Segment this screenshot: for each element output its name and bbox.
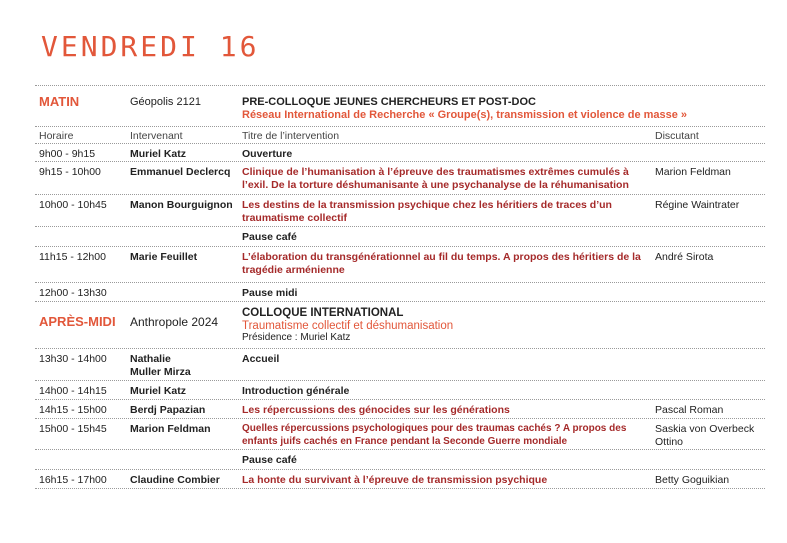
session-subheading: Réseau International de Recherche « Groupe(s), transmission et violence de masse »: [242, 108, 688, 121]
table-row: [35, 348, 765, 380]
row-discussant: Saskia von Overbeck Ottino: [655, 423, 755, 448]
row-time: [35, 231, 130, 246]
row-title: Accueil: [242, 353, 280, 365]
table-row: [35, 449, 765, 469]
row-speaker: Claudine Combier: [130, 474, 220, 486]
row-speaker: Nathalie Muller Mirza: [130, 353, 191, 378]
row-speaker: [130, 454, 242, 469]
table-row: [35, 226, 765, 246]
row-title: Pause café: [242, 231, 297, 243]
row-discussant: [655, 454, 765, 469]
row-title: Pause midi: [242, 287, 298, 299]
column-time: Horaire: [39, 130, 74, 142]
row-speaker: Marion Feldman: [130, 423, 211, 435]
row-title: Les destins de la transmission psychique chez les héritiers de traces d’un traumatisme collectif: [242, 199, 612, 224]
row-time: 10h00 - 10h45: [39, 199, 107, 211]
table-row: [35, 246, 765, 282]
row-title: L’élaboration du transgénérationnel au fil du temps. A propos des héritiers de la tragédie arménienne: [242, 251, 641, 276]
row-discussant: [655, 231, 765, 246]
row-title: Clinique de l’humanisation à l’épreuve des traumatismes extrêmes cumulés à l’exil. De la torture déshumanisante à une psychanalyse de la réhumanisation: [242, 166, 629, 191]
day-title: VENDREDI 16: [41, 30, 260, 63]
row-time: 13h30 - 14h00: [39, 353, 107, 365]
column-speaker: Intervenant: [130, 130, 183, 142]
table-row: [35, 418, 765, 449]
row-time: 9h00 - 9h15: [39, 148, 96, 160]
table-row: [35, 282, 765, 301]
row-title: Les répercussions des génocides sur les générations: [242, 404, 510, 416]
row-speaker: [130, 287, 242, 301]
row-title: La honte du survivant à l’épreuve de transmission psychique: [242, 474, 548, 486]
row-discussant: Betty Goguikian: [655, 474, 730, 486]
row-time: 11h15 - 12h00: [39, 251, 106, 263]
column-header-row: [35, 126, 765, 143]
row-discussant: Régine Waintrater: [655, 199, 740, 211]
session-label: MATIN: [39, 94, 80, 109]
row-discussant: [655, 148, 765, 161]
row-title: Introduction générale: [242, 385, 350, 397]
table-row: [35, 194, 765, 226]
table-row: [35, 161, 765, 194]
column-title: Titre de l’intervention: [242, 130, 340, 142]
row-time: [35, 454, 130, 469]
row-discussant: [655, 287, 765, 301]
session-header-morning: [35, 85, 765, 126]
row-discussant: André Sirota: [655, 251, 714, 263]
program-table: [35, 85, 765, 489]
session-presidency: Présidence : Muriel Katz: [242, 332, 351, 343]
session-subheading: Traumatisme collectif et déshumanisation: [242, 319, 454, 332]
table-row: [35, 399, 765, 418]
session-heading: COLLOQUE INTERNATIONAL: [242, 307, 404, 319]
row-speaker: Manon Bourguignon: [130, 199, 233, 211]
row-discussant: Pascal Roman: [655, 404, 724, 416]
row-time: 14h00 - 14h15: [39, 385, 107, 397]
row-time: 15h00 - 15h45: [39, 423, 107, 435]
session-label: APRÈS-MIDI: [39, 314, 116, 329]
row-time: 16h15 - 17h00: [39, 474, 107, 486]
row-time: 12h00 - 13h30: [39, 287, 107, 299]
session-room: Géopolis 2121: [130, 96, 201, 108]
session-heading: PRE-COLLOQUE JEUNES CHERCHEURS ET POST-DOC: [242, 96, 536, 108]
row-discussant: [655, 385, 765, 399]
row-time: 14h15 - 15h00: [39, 404, 107, 416]
session-room: Anthropole 2024: [130, 315, 219, 329]
row-title: Pause café: [242, 454, 297, 466]
table-row: [35, 380, 765, 399]
row-speaker: Berdj Papazian: [130, 404, 206, 416]
row-time: 9h15 - 10h00: [39, 166, 101, 178]
row-speaker: Marie Feuillet: [130, 251, 198, 263]
row-speaker: Emmanuel Declercq: [130, 166, 231, 178]
row-speaker: Muriel Katz: [130, 148, 187, 160]
table-row: [35, 469, 765, 489]
row-title: Quelles répercussions psychologiques pour des traumas cachés ? A propos des enfants juifs cachés en France pendant la Seconde Guerre mondiale: [242, 423, 627, 447]
row-discussant: [655, 353, 765, 380]
column-discussant: Discutant: [655, 130, 699, 142]
row-title: Ouverture: [242, 148, 293, 160]
table-row: [35, 143, 765, 161]
row-speaker: Muriel Katz: [130, 385, 187, 397]
session-header-afternoon: [35, 301, 765, 348]
row-speaker: [130, 231, 242, 246]
row-discussant: Marion Feldman: [655, 166, 731, 178]
